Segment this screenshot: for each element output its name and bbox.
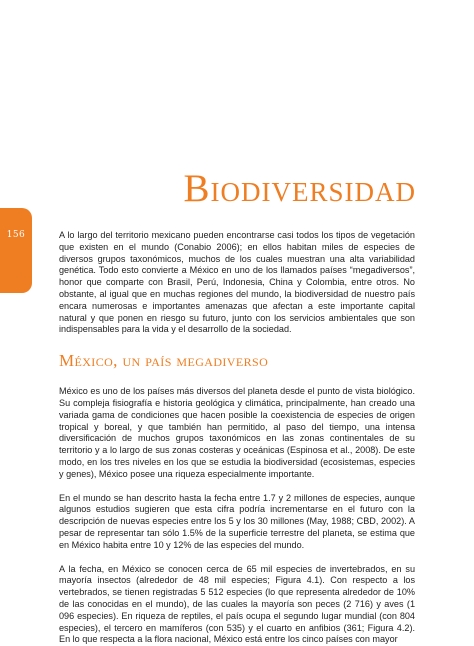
intro-paragraph: A lo largo del territorio mexicano pueden encontrarse casi todos los tipos de vegetación que existen en el mundo (Conabio 2006); en ellos habitan miles de especies de diversos grupos taxonómicos, muchos de los cuales muestran una alta variabilidad genética. Todo esto convierte a México en uno de los llamados países “megadiversos”, honor que comparte con Brasil, Perú, Indonesia, China y Colombia, entre otros. No obstante, al igual que en muchas regiones del mundo, la biodiversidad de nuestro país encara numerosas e importantes amenazas que afectan a este importante capital natural y que ponen en riesgo su futuro, junto con los servicios ambientales que son indispensables para la vida y el desarrollo de la sociedad. (59, 230, 415, 335)
body-paragraph-1: México es uno de los países más diversos del planeta desde el punto de vista biológico. Su compleja fisiografía e historia geológica y climática, principalmente, han creado una variada gama de condiciones que hacen posible la coexistencia de especies de origen tropical y boreal, y que también han permitido, al paso del tiempo, una intensa diversificación de muchos grupos taxonómicos en las zonas continentales de su territorio y a lo largo de sus zonas costeras y oceánicas (Espinosa et al., 2008). De este modo, en los tres niveles en los que se estudia la biodiversidad (ecosistemas, especies y genes), México posee una riqueza especialmente importante. (59, 386, 415, 479)
body-paragraph-3: A la fecha, en México se conocen cerca de 65 mil especies de invertebrados, en su mayoría insectos (alrededor de 48 mil especies; Figura 4.1). Con respecto a los vertebrados, se tienen registradas 5 512 especies (lo que representa alrededor de 10% de las conocidas en el mundo), de las cuales la mayoría son peces (2 716) y aves (1 096 especies). En riqueza de reptiles, el país ocupa el segundo lugar mundial (con 804 especies), el tercero en mamíferos (con 535) y el cuarto en anfibios (361; Figura 4.2). En lo que respecta a la flora nacional, México está entre los cinco países con mayor (59, 563, 415, 645)
page-title: Biodiversidad (183, 167, 416, 210)
section-heading: México, un país megadiverso (59, 351, 269, 371)
page-number-tab (0, 208, 32, 293)
document-body (59, 230, 415, 646)
body-paragraph-2: En el mundo se han descrito hasta la fecha entre 1.7 y 2 millones de especies, aunque algunos estudios sugieren que esta cifra podría incrementarse en el futuro con la descripción de nuevas especies entre los 5 y los 30 millones (May, 1988; CBD, 2002). A pesar de representar tan sólo 1.5% de la superficie terrestre del planeta, se estima que en México habita entre 10 y 12% de las especies del mundo. (59, 492, 415, 550)
page-number: 156 (6, 230, 26, 240)
paragraph-spacer (59, 481, 415, 493)
paragraph-spacer (59, 552, 415, 564)
